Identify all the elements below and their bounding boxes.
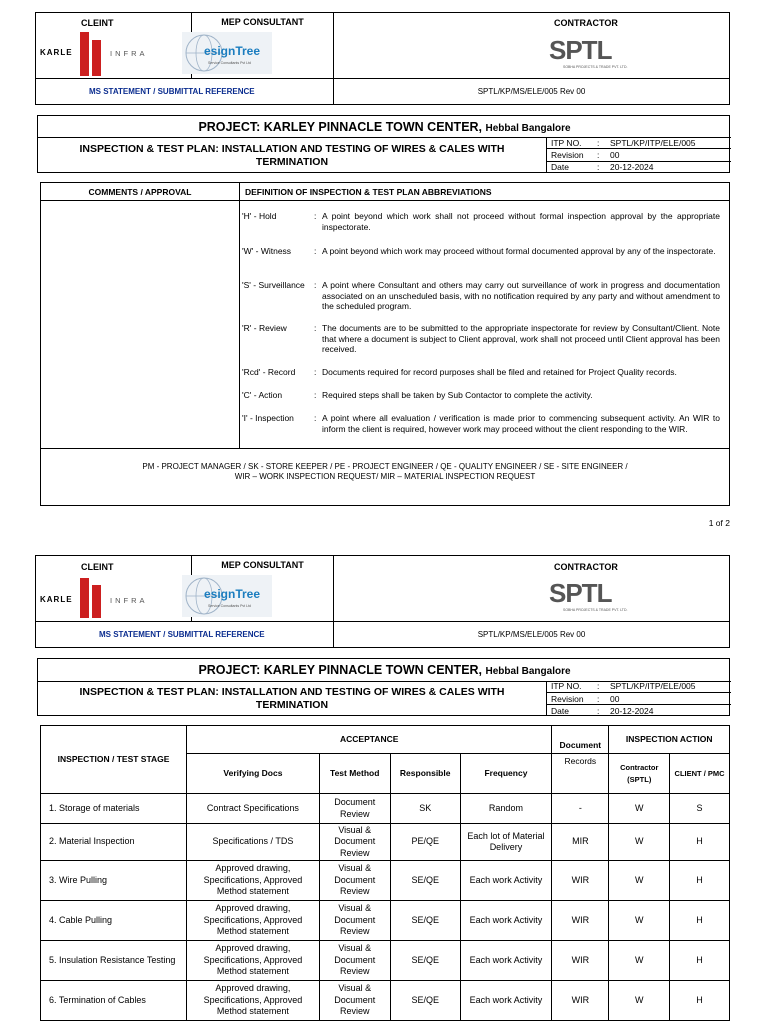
page2-project-block [37,658,730,716]
designtree-logo [182,575,272,617]
itp-title: INSPECTION & TEST PLAN: INSTALLATION AND TESTING OF WIRES & CALES WITH TERMINATION [79,143,505,168]
col-stage: INSPECTION / TEST STAGE [41,726,187,794]
table-row: 4. Cable Pulling Approved drawing, Specifications, Approved Method statement Visual & Document Review SE/QE Each work Activity WIR W H [41,901,730,941]
designtree-logo-text: esignTree [204,587,261,601]
designtree-logo-subtext: Service Consultants Pvt Ltd [208,61,251,65]
karle-infra-logo [40,32,190,76]
itp-meta: ITP NO. : SPTL/KP/ITP/ELE/005 Revision : 00 Date : 20-12-2024 [546,137,731,173]
ms-reference: SPTL/KP/MS/ELE/005 Rev 00 [477,87,586,96]
col-responsible: Responsible [390,754,460,794]
infra-logo-text: INFRA [110,596,148,605]
sptl-logo-subtext: SOBHA PROJECTS & TRADE PVT. LTD. [563,65,628,69]
col-records: Records [552,754,609,794]
col-contractor: Contractor (SPTL) [609,754,670,794]
consultant-label: MEP CONSULTANT [221,17,304,27]
client-cell [36,13,192,79]
ms-label: MS STATEMENT / SUBMITTAL REFERENCE [99,630,265,639]
karle-logo-text: KARLE [40,48,73,57]
sptl-logo-text: SPTL [549,578,612,608]
sptl-logo [549,578,639,618]
karle-logo-mark-icon [80,578,104,618]
project-title: PROJECT: KARLEY PINNACLE TOWN CENTER, Hebbal Bangalore [198,120,571,134]
ms-label-cell [36,622,334,648]
page2-header [35,555,730,648]
itp-title: INSPECTION & TEST PLAN: INSTALLATION AND TESTING OF WIRES & CALES WITH TERMINATION [79,686,505,711]
itp-table [40,725,730,1021]
client-cell [36,556,192,622]
col-frequency: Frequency [460,754,552,794]
col-test-method: Test Method [319,754,390,794]
infra-logo-text: INFRA [110,49,148,58]
legend: PM - PROJECT MANAGER / SK - STORE KEEPER / PE - PROJECT ENGINEER / QE - QUALITY ENGINEER / SE - SITE ENGINEER / WIR – WORK INSPECTION REQUEST/ MIR – MATERIAL INSPECTION REQUEST [142,462,628,481]
designtree-logo-subtext: Service Consultants Pvt Ltd [208,604,251,608]
karle-logo-text: KARLE [40,595,73,604]
consultant-cell [192,13,334,79]
page1-project-block [37,115,730,173]
ms-reference-cell [334,79,730,105]
karle-infra-logo [40,578,190,618]
client-label: CLEINT [81,562,114,572]
sptl-logo-text: SPTL [549,35,612,65]
project-title: PROJECT: KARLEY PINNACLE TOWN CENTER, Hebbal Bangalore [198,663,571,677]
table-row: 6. Termination of Cables Approved drawing, Specifications, Approved Method statement Visual & Document Review SE/QE Each work Activity WIR W H [41,981,730,1021]
consultant-label: MEP CONSULTANT [221,560,304,570]
contractor-label: CONTRACTOR [554,562,618,572]
table-row: 5. Insulation Resistance Testing Approved drawing, Specifications, Approved Method statement Visual & Document Review SE/QE Each work Activity WIR W H [41,941,730,981]
sptl-logo-subtext: SOBHA PROJECTS & TRADE PVT. LTD. [563,608,628,612]
designtree-logo [182,32,272,74]
ms-reference-cell [334,622,730,648]
contractor-label: CONTRACTOR [554,18,618,28]
page-number: 1 of 2 [708,518,730,528]
definition-header: DEFINITION OF INSPECTION & TEST PLAN ABBREVIATIONS [245,187,492,197]
table-row: 2. Material Inspection Specifications / TDS Visual & Document Review PE/QE Each lot of Material Delivery MIR W H [41,824,730,861]
ms-label-cell [36,79,334,105]
col-document: Document [552,726,609,754]
col-inspection-action: INSPECTION ACTION [609,726,730,754]
designtree-logo-text: esignTree [204,44,261,58]
project-location: Hebbal Bangalore [485,123,571,134]
col-acceptance: ACCEPTANCE [187,726,552,754]
karle-logo-mark-icon [80,32,104,76]
col-verifying-docs: Verifying Docs [187,754,320,794]
client-label: CLEINT [81,18,114,28]
contractor-cell [334,556,730,622]
contractor-cell [334,13,730,79]
consultant-cell [192,556,334,622]
itp-meta: ITP NO. : SPTL/KP/ITP/ELE/005 Revision : 00 Date : 20-12-2024 [546,681,731,716]
col-client: CLIENT / PMC [670,754,730,794]
table-row: 3. Wire Pulling Approved drawing, Specifications, Approved Method statement Visual & Document Review SE/QE Each work Activity WIR W H [41,861,730,901]
ms-label: MS STATEMENT / SUBMITTAL REFERENCE [89,87,255,96]
project-location: Hebbal Bangalore [485,666,571,677]
page1-header [35,12,730,105]
comments-header: COMMENTS / APPROVAL [88,187,192,197]
table-row: 1. Storage of materials Contract Specifications Document Review SK Random - W S [41,794,730,824]
sptl-logo [549,35,639,75]
ms-reference: SPTL/KP/MS/ELE/005 Rev 00 [477,630,586,639]
